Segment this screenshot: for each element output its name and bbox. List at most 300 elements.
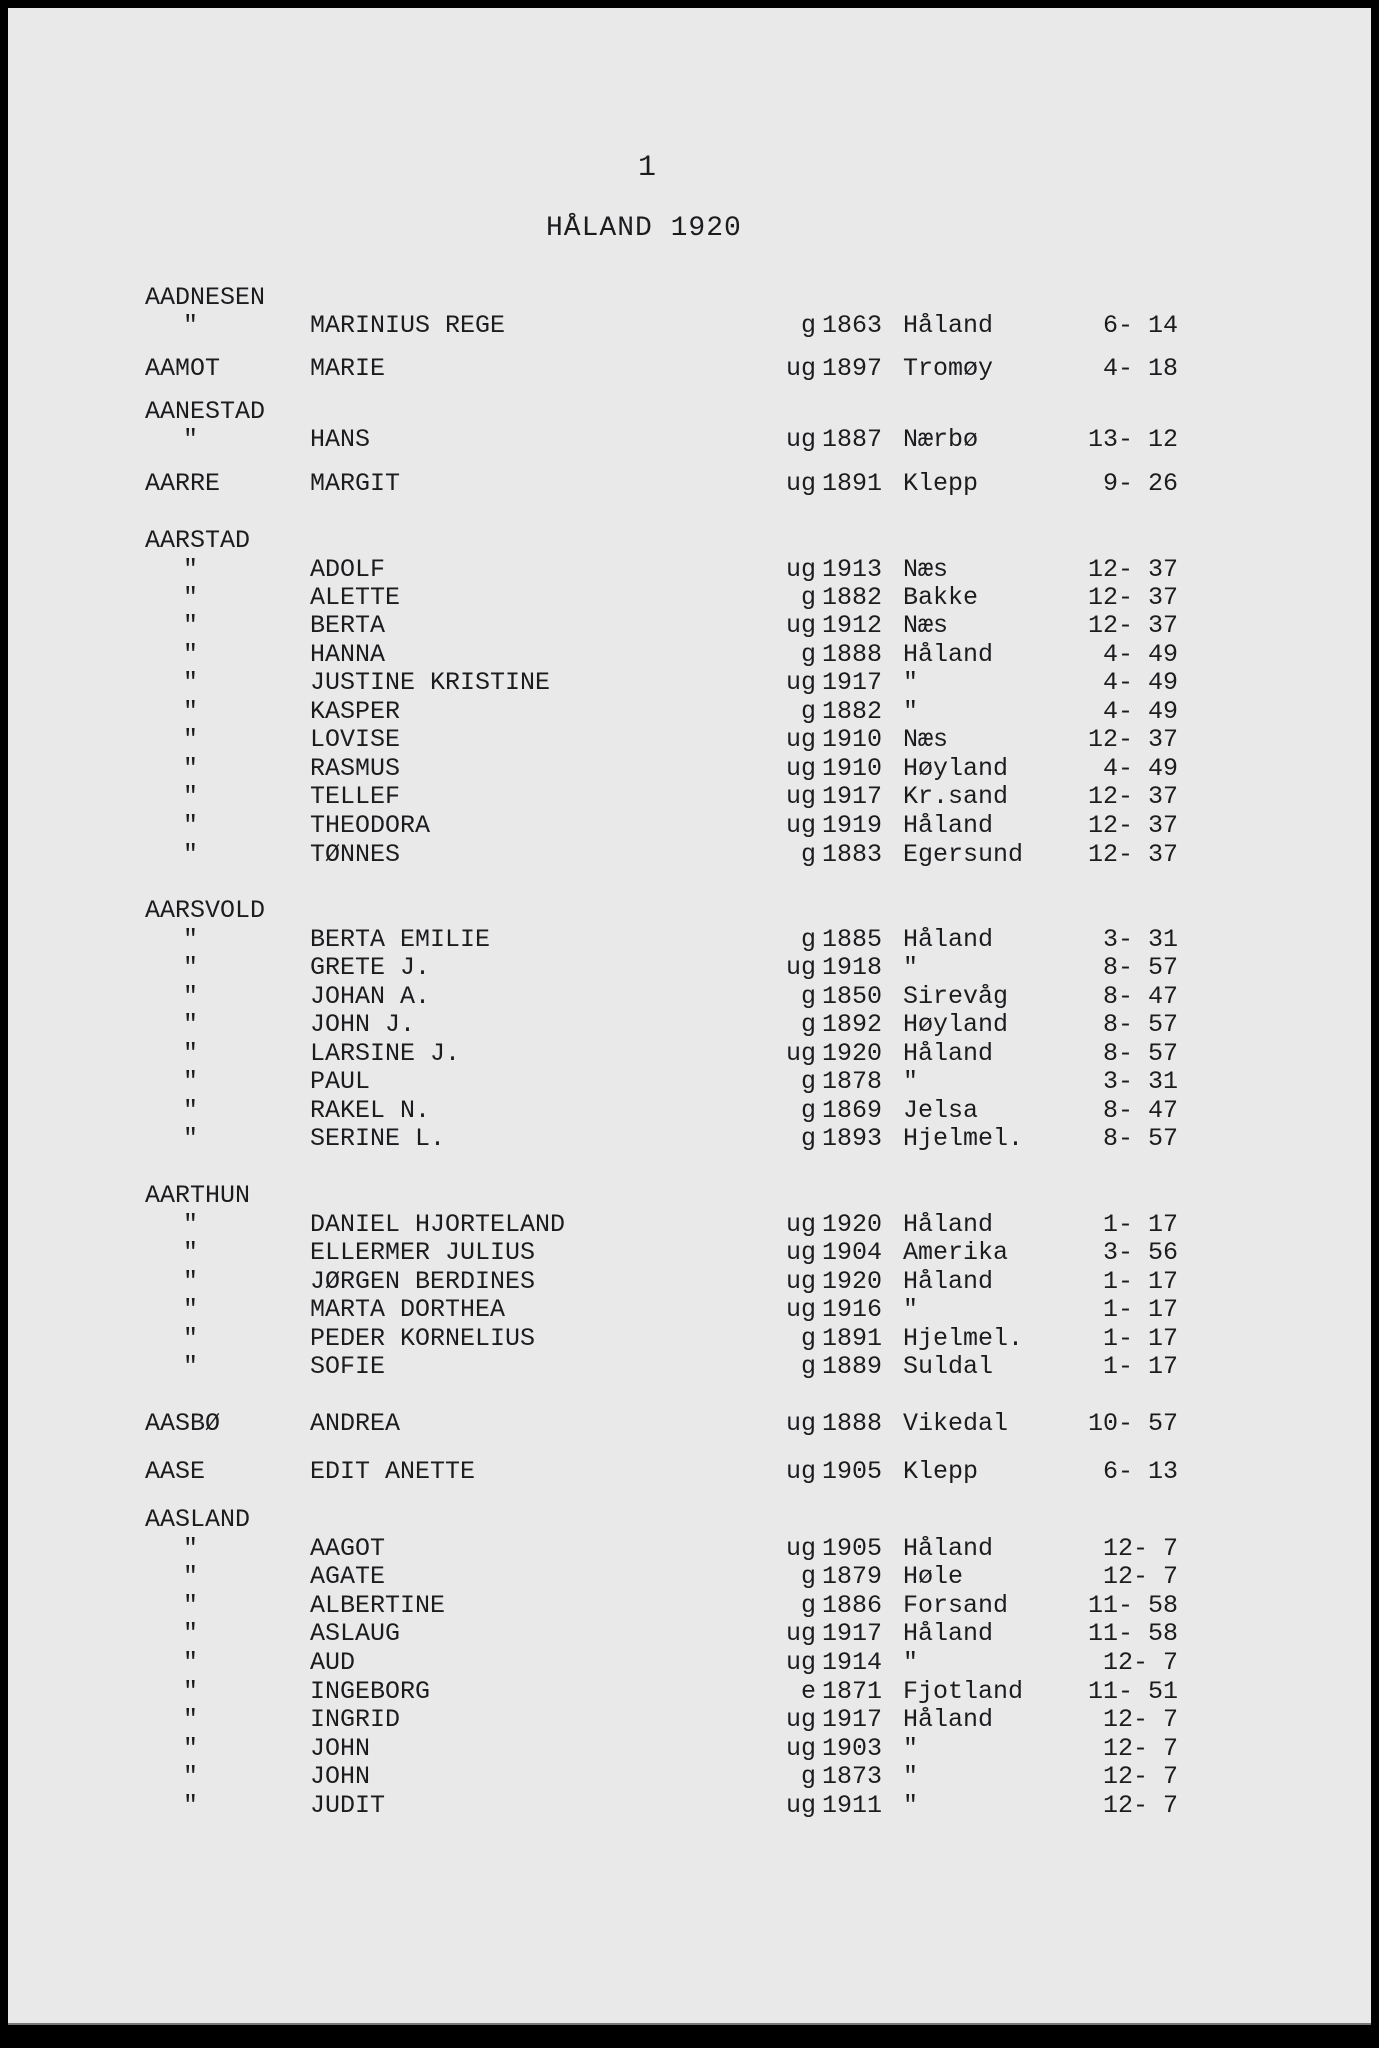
- entry-ditto: ": [183, 1677, 199, 1706]
- entry-year: 1917: [822, 668, 883, 697]
- entry-given: MARINIUS REGE: [310, 311, 506, 340]
- register-entry: [8, 925, 1371, 955]
- entry-year: 1916: [822, 1295, 883, 1324]
- entry-ref: 8- 47: [1102, 982, 1178, 1011]
- entry-given: AGATE: [310, 1562, 386, 1591]
- entry-status: g: [800, 925, 816, 954]
- entry-ditto: ": [183, 640, 199, 669]
- register-entry: [8, 1734, 1371, 1764]
- entry-given: BERTA EMILIE: [310, 925, 491, 954]
- entry-ref: 8- 47: [1102, 1096, 1178, 1125]
- entry-year: 1904: [822, 1238, 883, 1267]
- entry-ref: 11- 51: [1087, 1677, 1178, 1706]
- register-entry: [8, 1677, 1371, 1707]
- entry-ditto: ": [183, 953, 199, 982]
- entry-status: e: [800, 1677, 816, 1706]
- entry-ref: 3- 31: [1102, 1067, 1178, 1096]
- entry-ref: 1- 17: [1102, 1352, 1178, 1381]
- entry-status: ug: [785, 1238, 816, 1267]
- entry-place: Hjelmel.: [903, 1324, 1024, 1353]
- entry-ref: 12- 37: [1087, 725, 1178, 754]
- entry-place: Håland: [903, 1705, 994, 1734]
- register-entry: [8, 697, 1371, 727]
- entry-ref: 9- 26: [1102, 469, 1178, 498]
- entry-place: Bakke: [903, 583, 979, 612]
- entry-status: ug: [785, 1791, 816, 1820]
- entry-place: Sirevåg: [903, 982, 1009, 1011]
- register-entry: [8, 1039, 1371, 1069]
- entry-surname: AASBØ: [145, 1409, 221, 1438]
- entry-ditto: ": [183, 754, 199, 783]
- entry-ditto: ": [183, 697, 199, 726]
- entry-status: ug: [785, 668, 816, 697]
- entry-ref: 4- 49: [1102, 697, 1178, 726]
- entry-given: LOVISE: [310, 725, 401, 754]
- entry-year: 1914: [822, 1648, 883, 1677]
- entry-ditto: ": [183, 725, 199, 754]
- entry-given: KASPER: [310, 697, 401, 726]
- entry-ditto: ": [183, 1324, 199, 1353]
- entry-year: 1873: [822, 1762, 883, 1791]
- entry-year: 1920: [822, 1210, 883, 1239]
- surname-heading: [8, 397, 1371, 427]
- entry-given: ALBERTINE: [310, 1591, 446, 1620]
- entry-place: Fjotland: [903, 1677, 1024, 1706]
- entry-ditto: ": [183, 1267, 199, 1296]
- entry-status: g: [800, 1124, 816, 1153]
- entry-ref: 4- 49: [1102, 754, 1178, 783]
- entry-status: g: [800, 1352, 816, 1381]
- entry-ref: 12- 7: [1102, 1562, 1178, 1591]
- entry-place: ": [903, 697, 919, 726]
- entry-status: g: [800, 697, 816, 726]
- register-entry: [8, 1648, 1371, 1678]
- entry-ref: 8- 57: [1102, 1039, 1178, 1068]
- entry-year: 1919: [822, 811, 883, 840]
- entry-ditto: ": [183, 1762, 199, 1791]
- entry-place: Jelsa: [903, 1096, 979, 1125]
- entry-year: 1850: [822, 982, 883, 1011]
- entry-year: 1918: [822, 953, 883, 982]
- entry-place: Vikedal: [903, 1409, 1009, 1438]
- entry-ref: 12- 7: [1102, 1534, 1178, 1563]
- entry-year: 1920: [822, 1267, 883, 1296]
- entry-ditto: ": [183, 1648, 199, 1677]
- entry-ditto: ": [183, 1124, 199, 1153]
- entry-status: ug: [785, 469, 816, 498]
- register-entry: [8, 1210, 1371, 1240]
- entry-ditto: ": [183, 611, 199, 640]
- entry-given: ASLAUG: [310, 1619, 401, 1648]
- entry-ditto: ": [183, 425, 199, 454]
- entry-place: Håland: [903, 925, 994, 954]
- entry-ref: 12- 37: [1087, 811, 1178, 840]
- entry-status: g: [800, 1067, 816, 1096]
- entry-status: ug: [785, 1295, 816, 1324]
- register-entry: [8, 1409, 1371, 1439]
- register-entry: [8, 1238, 1371, 1268]
- entry-ref: 11- 58: [1087, 1591, 1178, 1620]
- entry-status: ug: [785, 782, 816, 811]
- entry-status: ug: [785, 354, 816, 383]
- entry-surname: AAMOT: [145, 354, 221, 383]
- entry-year: 1905: [822, 1534, 883, 1563]
- entry-given: INGRID: [310, 1705, 401, 1734]
- entry-ditto: ": [183, 1791, 199, 1820]
- register-entry: [8, 1591, 1371, 1621]
- entry-surname: AARSTAD: [145, 526, 251, 555]
- register-entry: [8, 1096, 1371, 1126]
- entry-year: 1882: [822, 583, 883, 612]
- entry-given: JUDIT: [310, 1791, 386, 1820]
- entry-ref: 3- 31: [1102, 925, 1178, 954]
- entry-ref: 8- 57: [1102, 953, 1178, 982]
- entry-place: Håland: [903, 811, 994, 840]
- entry-place: ": [903, 1067, 919, 1096]
- entry-year: 1912: [822, 611, 883, 640]
- entry-surname: AANESTAD: [145, 397, 266, 426]
- entry-status: g: [800, 1762, 816, 1791]
- entry-status: g: [800, 1324, 816, 1353]
- entry-year: 1885: [822, 925, 883, 954]
- entry-year: 1892: [822, 1010, 883, 1039]
- entry-year: 1917: [822, 782, 883, 811]
- entry-place: Amerika: [903, 1238, 1009, 1267]
- register-entry: [8, 555, 1371, 585]
- entry-ditto: ": [183, 1352, 199, 1381]
- entry-year: 1910: [822, 754, 883, 783]
- entry-status: ug: [785, 1457, 816, 1486]
- entry-year: 1882: [822, 697, 883, 726]
- entry-given: TØNNES: [310, 840, 401, 869]
- entry-year: 1913: [822, 555, 883, 584]
- entry-year: 1897: [822, 354, 883, 383]
- entry-ditto: ": [183, 982, 199, 1011]
- entry-given: MARGIT: [310, 469, 401, 498]
- entry-ref: 8- 57: [1102, 1124, 1178, 1153]
- entry-ditto: ": [183, 668, 199, 697]
- entry-status: g: [800, 840, 816, 869]
- entry-ditto: ": [183, 1591, 199, 1620]
- entry-status: ug: [785, 611, 816, 640]
- entry-ditto: ": [183, 1096, 199, 1125]
- entry-ref: 1- 17: [1102, 1324, 1178, 1353]
- entry-given: MARIE: [310, 354, 386, 383]
- entry-year: 1917: [822, 1705, 883, 1734]
- entry-place: Kr.sand: [903, 782, 1009, 811]
- entry-status: g: [800, 982, 816, 1011]
- entry-ref: 12- 7: [1102, 1705, 1178, 1734]
- entry-place: Suldal: [903, 1352, 994, 1381]
- entry-ditto: ": [183, 1734, 199, 1763]
- entry-surname: AASE: [145, 1457, 206, 1486]
- entry-place: ": [903, 1295, 919, 1324]
- entry-ref: 1- 17: [1102, 1210, 1178, 1239]
- entry-ref: 12- 37: [1087, 611, 1178, 640]
- entry-given: ALETTE: [310, 583, 401, 612]
- entry-given: JØRGEN BERDINES: [310, 1267, 536, 1296]
- entry-year: 1886: [822, 1591, 883, 1620]
- entry-given: EDIT ANETTE: [310, 1457, 476, 1486]
- entry-status: ug: [785, 1039, 816, 1068]
- entry-place: Håland: [903, 1619, 994, 1648]
- register-entry: [8, 782, 1371, 812]
- entry-place: Håland: [903, 1534, 994, 1563]
- register-entry: [8, 1010, 1371, 1040]
- entry-given: RASMUS: [310, 754, 401, 783]
- entry-given: MARTA DORTHEA: [310, 1295, 506, 1324]
- surname-heading: [8, 1181, 1371, 1211]
- entry-given: ADOLF: [310, 555, 386, 584]
- entry-status: g: [800, 583, 816, 612]
- entry-place: Klepp: [903, 1457, 979, 1486]
- entry-place: Håland: [903, 1210, 994, 1239]
- register-entry: [8, 611, 1371, 641]
- entry-surname: AARSVOLD: [145, 896, 266, 925]
- entry-year: 1910: [822, 725, 883, 754]
- entry-ditto: ": [183, 1295, 199, 1324]
- register-entry: [8, 354, 1371, 384]
- entry-place: ": [903, 953, 919, 982]
- entry-status: ug: [785, 1210, 816, 1239]
- entry-year: 1889: [822, 1352, 883, 1381]
- register-entry: [8, 1124, 1371, 1154]
- register-entry: [8, 1791, 1371, 1821]
- entry-year: 1893: [822, 1124, 883, 1153]
- register-entry: [8, 754, 1371, 784]
- entry-place: ": [903, 668, 919, 697]
- entry-ditto: ": [183, 1039, 199, 1068]
- entry-given: THEODORA: [310, 811, 431, 840]
- register-entry: [8, 640, 1371, 670]
- entry-ditto: ": [183, 1534, 199, 1563]
- entry-status: ug: [785, 725, 816, 754]
- register-entry: [8, 583, 1371, 613]
- entry-ref: 12- 37: [1087, 840, 1178, 869]
- entry-place: Høyland: [903, 754, 1009, 783]
- register-entry: [8, 1562, 1371, 1592]
- entry-ref: 12- 37: [1087, 583, 1178, 612]
- entry-place: ": [903, 1648, 919, 1677]
- entry-surname: AARTHUN: [145, 1181, 251, 1210]
- entry-ref: 12- 7: [1102, 1734, 1178, 1763]
- register-entry: [8, 1324, 1371, 1354]
- entry-status: ug: [785, 953, 816, 982]
- entry-given: PAUL: [310, 1067, 371, 1096]
- entry-ref: 4- 49: [1102, 668, 1178, 697]
- entry-ditto: ": [183, 811, 199, 840]
- entry-place: ": [903, 1734, 919, 1763]
- entry-given: ANDREA: [310, 1409, 401, 1438]
- entry-given: JOHAN A.: [310, 982, 431, 1011]
- entry-place: Høle: [903, 1562, 964, 1591]
- register-entry: [8, 725, 1371, 755]
- register-entry: [8, 1295, 1371, 1325]
- entry-year: 1863: [822, 311, 883, 340]
- entry-status: ug: [785, 754, 816, 783]
- entry-place: Håland: [903, 640, 994, 669]
- register-entry: [8, 668, 1371, 698]
- entry-surname: AARRE: [145, 469, 221, 498]
- entry-ditto: ": [183, 1010, 199, 1039]
- entry-given: HANNA: [310, 640, 386, 669]
- entry-place: Nærbø: [903, 425, 979, 454]
- entry-status: ug: [785, 1409, 816, 1438]
- entry-ref: 12- 37: [1087, 555, 1178, 584]
- register-entry: [8, 840, 1371, 870]
- page-title: HÅLAND 1920: [546, 213, 742, 244]
- entry-place: Næs: [903, 725, 949, 754]
- entry-status: g: [800, 1562, 816, 1591]
- entry-surname: AADNESEN: [145, 283, 266, 312]
- surname-heading: [8, 283, 1371, 313]
- entry-place: Klepp: [903, 469, 979, 498]
- entry-ditto: ": [183, 1562, 199, 1591]
- entry-place: ": [903, 1791, 919, 1820]
- entry-ref: 11- 58: [1087, 1619, 1178, 1648]
- entry-ditto: ": [183, 1238, 199, 1267]
- page-number: 1: [638, 151, 658, 185]
- entry-given: BERTA: [310, 611, 386, 640]
- entry-ditto: ": [183, 1067, 199, 1096]
- entry-given: ELLERMER JULIUS: [310, 1238, 536, 1267]
- register-entry: [8, 1457, 1371, 1487]
- entry-given: GRETE J.: [310, 953, 431, 982]
- entry-status: g: [800, 1096, 816, 1125]
- entry-status: ug: [785, 1534, 816, 1563]
- register-entry: [8, 311, 1371, 341]
- entry-status: g: [800, 640, 816, 669]
- entry-ref: 10- 57: [1087, 1409, 1178, 1438]
- register-entry: [8, 1352, 1371, 1382]
- entry-status: ug: [785, 425, 816, 454]
- entry-ditto: ": [183, 311, 199, 340]
- entry-ditto: ": [183, 925, 199, 954]
- entry-ditto: ": [183, 1210, 199, 1239]
- entry-given: JOHN J.: [310, 1010, 416, 1039]
- entry-given: INGEBORG: [310, 1677, 431, 1706]
- entry-year: 1883: [822, 840, 883, 869]
- entry-ditto: ": [183, 583, 199, 612]
- entry-given: JUSTINE KRISTINE: [310, 668, 551, 697]
- surname-heading: [8, 1505, 1371, 1535]
- entry-status: ug: [785, 555, 816, 584]
- entry-place: Håland: [903, 311, 994, 340]
- entry-status: g: [800, 1010, 816, 1039]
- entry-year: 1871: [822, 1677, 883, 1706]
- entry-status: ug: [785, 1734, 816, 1763]
- entry-year: 1878: [822, 1067, 883, 1096]
- entry-ref: 1- 17: [1102, 1295, 1178, 1324]
- entry-given: AUD: [310, 1648, 356, 1677]
- entry-ref: 12- 37: [1087, 782, 1178, 811]
- entry-status: ug: [785, 1267, 816, 1296]
- entry-ref: 8- 57: [1102, 1010, 1178, 1039]
- register-entry: [8, 1067, 1371, 1097]
- entry-status: ug: [785, 1619, 816, 1648]
- page-edge: [8, 2023, 1371, 2025]
- entry-given: SOFIE: [310, 1352, 386, 1381]
- entry-ref: 6- 14: [1102, 311, 1178, 340]
- entry-place: Hjelmel.: [903, 1124, 1024, 1153]
- entry-ditto: ": [183, 1619, 199, 1648]
- entry-year: 1888: [822, 640, 883, 669]
- entry-given: AAGOT: [310, 1534, 386, 1563]
- entry-ditto: ": [183, 782, 199, 811]
- entry-place: Høyland: [903, 1010, 1009, 1039]
- entry-ref: 12- 7: [1102, 1791, 1178, 1820]
- document-page: [8, 8, 1371, 2025]
- entry-ref: 1- 17: [1102, 1267, 1178, 1296]
- entry-given: HANS: [310, 425, 371, 454]
- entry-ref: 4- 18: [1102, 354, 1178, 383]
- register-entry: [8, 1267, 1371, 1297]
- entry-year: 1879: [822, 1562, 883, 1591]
- entry-given: TELLEF: [310, 782, 401, 811]
- entry-given: PEDER KORNELIUS: [310, 1324, 536, 1353]
- entry-given: RAKEL N.: [310, 1096, 431, 1125]
- entry-place: Håland: [903, 1267, 994, 1296]
- entry-status: ug: [785, 1648, 816, 1677]
- entry-given: DANIEL HJORTELAND: [310, 1210, 566, 1239]
- entry-given: SERINE L.: [310, 1124, 446, 1153]
- entry-year: 1920: [822, 1039, 883, 1068]
- entry-given: JOHN: [310, 1734, 371, 1763]
- surname-heading: [8, 526, 1371, 556]
- entry-place: Næs: [903, 611, 949, 640]
- entry-place: Håland: [903, 1039, 994, 1068]
- entry-ref: 13- 12: [1087, 425, 1178, 454]
- entry-year: 1888: [822, 1409, 883, 1438]
- entry-surname: AASLAND: [145, 1505, 251, 1534]
- register-entry: [8, 1534, 1371, 1564]
- entry-status: ug: [785, 1705, 816, 1734]
- entry-given: LARSINE J.: [310, 1039, 461, 1068]
- entry-place: ": [903, 1762, 919, 1791]
- entry-year: 1905: [822, 1457, 883, 1486]
- entry-ref: 3- 56: [1102, 1238, 1178, 1267]
- entry-status: g: [800, 1591, 816, 1620]
- register-entry: [8, 982, 1371, 1012]
- entry-ditto: ": [183, 840, 199, 869]
- entry-year: 1903: [822, 1734, 883, 1763]
- register-entry: [8, 1705, 1371, 1735]
- entry-ref: 12- 7: [1102, 1762, 1178, 1791]
- entry-year: 1911: [822, 1791, 883, 1820]
- entry-place: Forsand: [903, 1591, 1009, 1620]
- entry-place: Egersund: [903, 840, 1024, 869]
- entry-place: Næs: [903, 555, 949, 584]
- register-entry: [8, 953, 1371, 983]
- register-entry: [8, 811, 1371, 841]
- entry-year: 1891: [822, 1324, 883, 1353]
- register-entry: [8, 425, 1371, 455]
- entry-year: 1887: [822, 425, 883, 454]
- register-entry: [8, 469, 1371, 499]
- register-entry: [8, 1619, 1371, 1649]
- entry-ditto: ": [183, 1705, 199, 1734]
- entry-year: 1869: [822, 1096, 883, 1125]
- entry-status: g: [800, 311, 816, 340]
- entry-given: JOHN: [310, 1762, 371, 1791]
- entry-status: ug: [785, 811, 816, 840]
- entry-ditto: ": [183, 555, 199, 584]
- entry-place: Tromøy: [903, 354, 994, 383]
- surname-heading: [8, 896, 1371, 926]
- entry-ref: 12- 7: [1102, 1648, 1178, 1677]
- register-entry: [8, 1762, 1371, 1792]
- entry-year: 1917: [822, 1619, 883, 1648]
